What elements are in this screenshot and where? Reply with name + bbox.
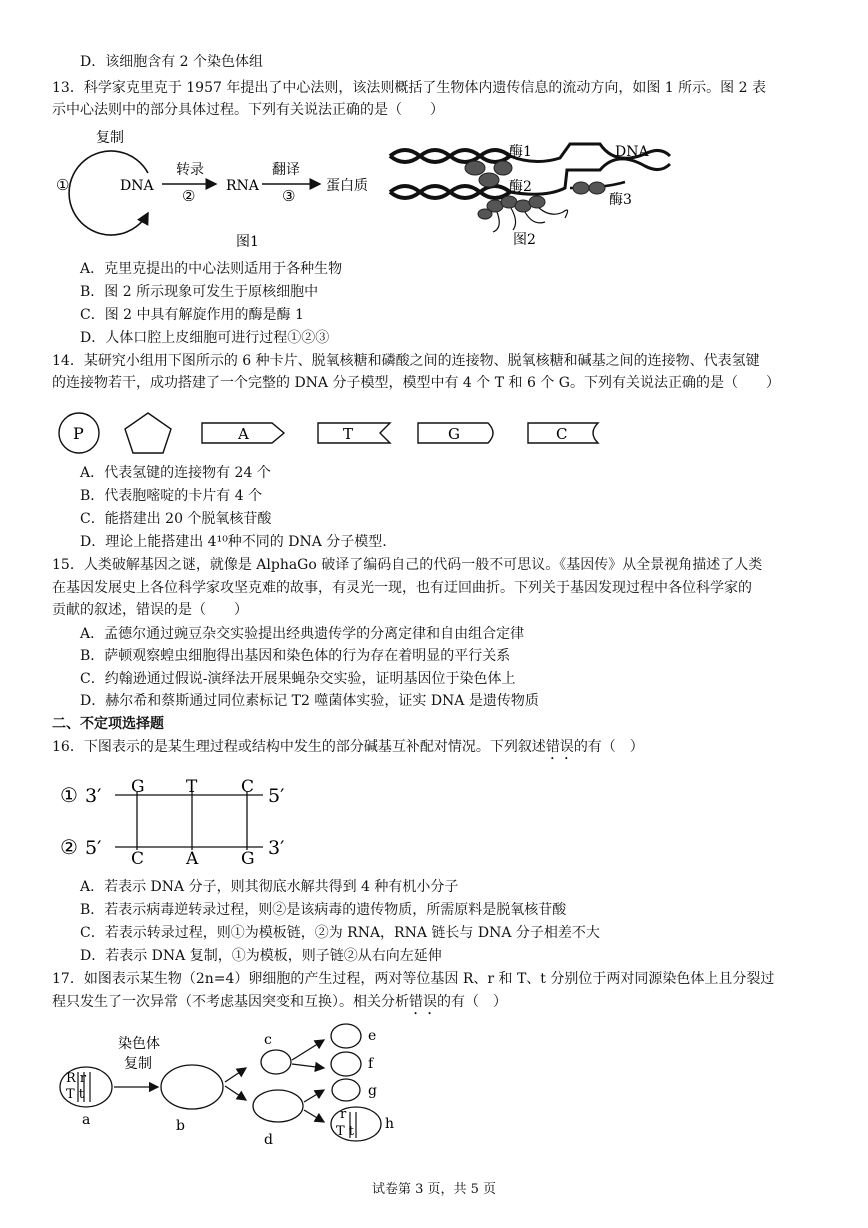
- base-top-2: T: [186, 777, 198, 797]
- fig1-protein: 蛋白质: [326, 178, 368, 194]
- fig1-num-3: ③: [282, 187, 296, 205]
- q16-stem: 16．下图表示的是某生理过程或结构中发生的部分碱基互补配对情况。下列叙述错误的有（ ）: [52, 739, 644, 755]
- fig2-enzyme-1: 酶1: [509, 144, 532, 160]
- cell-a-genes-bottom: T t: [66, 1087, 85, 1102]
- fig2-caption: 图2: [513, 232, 536, 248]
- label-d: d: [264, 1132, 273, 1148]
- label-a: a: [82, 1112, 91, 1128]
- fig1-copy-label: 复制: [96, 130, 124, 146]
- cell-e: [331, 1024, 361, 1048]
- q13-stem-line-1: 13．科学家克里克于 1957 年提出了中心法则，该法则概括了生物体内遗传信息的流动方向，如图 1 所示。图 2 表: [52, 80, 766, 96]
- card-g-label: G: [448, 425, 460, 443]
- strand-2-5-end: 5′: [85, 837, 102, 859]
- base-top-3: C: [241, 777, 255, 797]
- q13-option-c: C．图 2 中具有解旋作用的酶是酶 1: [80, 307, 304, 323]
- q13-stem-line-2: 示中心法则中的部分具体过程。下列有关说法正确的是（ ）: [52, 102, 444, 118]
- q16-option-a: A．若表示 DNA 分子，则其彻底水解共得到 4 种有机小分子: [80, 879, 459, 895]
- label-b: b: [176, 1118, 185, 1134]
- card-p-label: P: [73, 424, 84, 443]
- card-t-label: T: [343, 425, 354, 443]
- base-bottom-1: C: [131, 849, 145, 869]
- strand-2-3-end: 3′: [268, 837, 285, 859]
- card-deoxyribose: [125, 413, 171, 453]
- q13-figure-1: [50, 128, 390, 253]
- fig1-num-2: ②: [182, 187, 196, 205]
- base-bottom-2: A: [186, 849, 199, 869]
- section-2-heading: 二、不定项选择题: [52, 716, 164, 732]
- replicate-label-1: 染色体: [118, 1036, 160, 1052]
- cell-b: [161, 1065, 223, 1109]
- label-e: e: [368, 1028, 377, 1044]
- q15-option-a: A．孟德尔通过豌豆杂交实验提出经典遗传学的分离定律和自由组合定律: [80, 626, 525, 642]
- fig1-caption: 图1: [236, 234, 259, 250]
- q14-option-d: D．理论上能搭建出 4¹⁰种不同的 DNA 分子模型.: [80, 534, 387, 550]
- q14-stem-line-1: 14．某研究小组用下图所示的 6 种卡片、脱氧核糖和磷酸之间的连接物、脱氧核糖和碱基之间的连接物、代表氢键: [52, 353, 760, 369]
- q14-cards: [50, 410, 610, 458]
- q17-stem-line-2: 程只发生了一次异常（不考虑基因突变和互换）。相关分析错误的有（ ）: [52, 994, 507, 1010]
- label-f: f: [368, 1056, 374, 1072]
- card-thymine: [318, 423, 390, 443]
- q15-option-c: C．约翰逊通过假说-演绎法开展果蝇杂交实验，证明基因位于染色体上: [80, 671, 516, 687]
- q16-pairing-figure: [55, 770, 315, 870]
- base-bottom-3: G: [241, 849, 255, 869]
- q14-option-c: C．能搭建出 20 个脱氧核苷酸: [80, 511, 272, 527]
- cell-h-genes-bottom: T t: [336, 1124, 355, 1139]
- q13-figure-2: [385, 136, 675, 252]
- strand-2-label: ②: [60, 835, 78, 859]
- q16-option-c: C．若表示转录过程，则①为模板链，②为 RNA，RNA 链长与 DNA 分子相差不大: [80, 925, 600, 941]
- cell-h-genes-top: r: [340, 1107, 347, 1122]
- fig1-transcribe-label: 转录: [176, 162, 204, 178]
- page-footer: 试卷第 3 页，共 5 页: [371, 1182, 497, 1197]
- fig1-dna: DNA: [120, 178, 154, 194]
- base-top-1: G: [131, 777, 145, 797]
- cell-a-genes-top: R r: [66, 1071, 87, 1086]
- fig1-rna: RNA: [226, 178, 259, 194]
- q17-stem-line-1: 17．如图表示某生物（2n=4）卵细胞的产生过程，两对等位基因 R、r 和 T、t 分别位于两对同源染色体上且分裂过: [52, 971, 775, 987]
- replicate-label-2: 复制: [124, 1056, 152, 1072]
- q14-option-a: A．代表氢键的连接物有 24 个: [80, 465, 271, 481]
- q14-stem-line-2: 的连接物若干，成功搭建了一个完整的 DNA 分子模型，模型中有 4 个 T 和 6 个 G。下列有关说法正确的是（ ）: [52, 375, 780, 391]
- strand-1-5-end: 5′: [268, 785, 285, 807]
- q16-option-b: B．若表示病毒逆转录过程，则②是该病毒的遗传物质，所需原料是脱氧核苷酸: [80, 902, 567, 918]
- q13-option-b: B．图 2 所示现象可发生于原核细胞中: [80, 284, 319, 300]
- q15-stem-line-3: 贡献的叙述，错误的是（ ）: [52, 602, 248, 618]
- q17-oogenesis-figure: [58, 1020, 418, 1155]
- cell-f: [331, 1052, 361, 1076]
- q13-option-d: D．人体口腔上皮细胞可进行过程①②③: [80, 330, 330, 346]
- q13-option-a: A．克里克提出的中心法则适用于各种生物: [80, 261, 343, 277]
- fig1-translate-label: 翻译: [272, 162, 300, 178]
- label-h: h: [385, 1116, 395, 1132]
- strand-1-label: ①: [60, 783, 78, 807]
- q12-option-d: D．该细胞含有 2 个染色体组: [80, 54, 264, 70]
- cell-d: [253, 1090, 303, 1122]
- strand-1-3-end: 3′: [85, 785, 102, 807]
- q15-option-d: D．赫尔希和蔡斯通过同位素标记 T2 噬菌体实验，证实 DNA 是遗传物质: [80, 693, 539, 709]
- card-c-label: C: [556, 425, 568, 443]
- label-g: g: [368, 1083, 377, 1099]
- cell-g: [332, 1079, 360, 1101]
- fig2-enzyme-2: 酶2: [509, 179, 532, 195]
- label-c: c: [264, 1032, 272, 1048]
- card-a-label: A: [238, 425, 249, 443]
- cell-c: [261, 1050, 291, 1074]
- q15-stem-line-2: 在基因发展史上各位科学家攻坚克难的故事，有灵光一现，也有迂回曲折。下列关于基因发现过程中各位科学家的: [52, 580, 752, 596]
- fig2-enzyme-3: 酶3: [609, 192, 632, 208]
- q14-option-b: B．代表胞嘧啶的卡片有 4 个: [80, 488, 263, 504]
- q15-option-b: B．萨顿观察蝗虫细胞得出基因和染色体的行为存在着明显的平行关系: [80, 648, 511, 664]
- q15-stem-line-1: 15．人类破解基因之谜，就像是 AlphaGo 破译了编码自己的代码一般不可思议。《基因传》从全景视角描述了人类: [52, 557, 763, 573]
- q16-option-d: D．若表示 DNA 复制，①为模板，则子链②从右向左延伸: [80, 948, 442, 964]
- fig1-num-1: ①: [56, 176, 70, 194]
- fig2-dna: DNA: [615, 144, 649, 160]
